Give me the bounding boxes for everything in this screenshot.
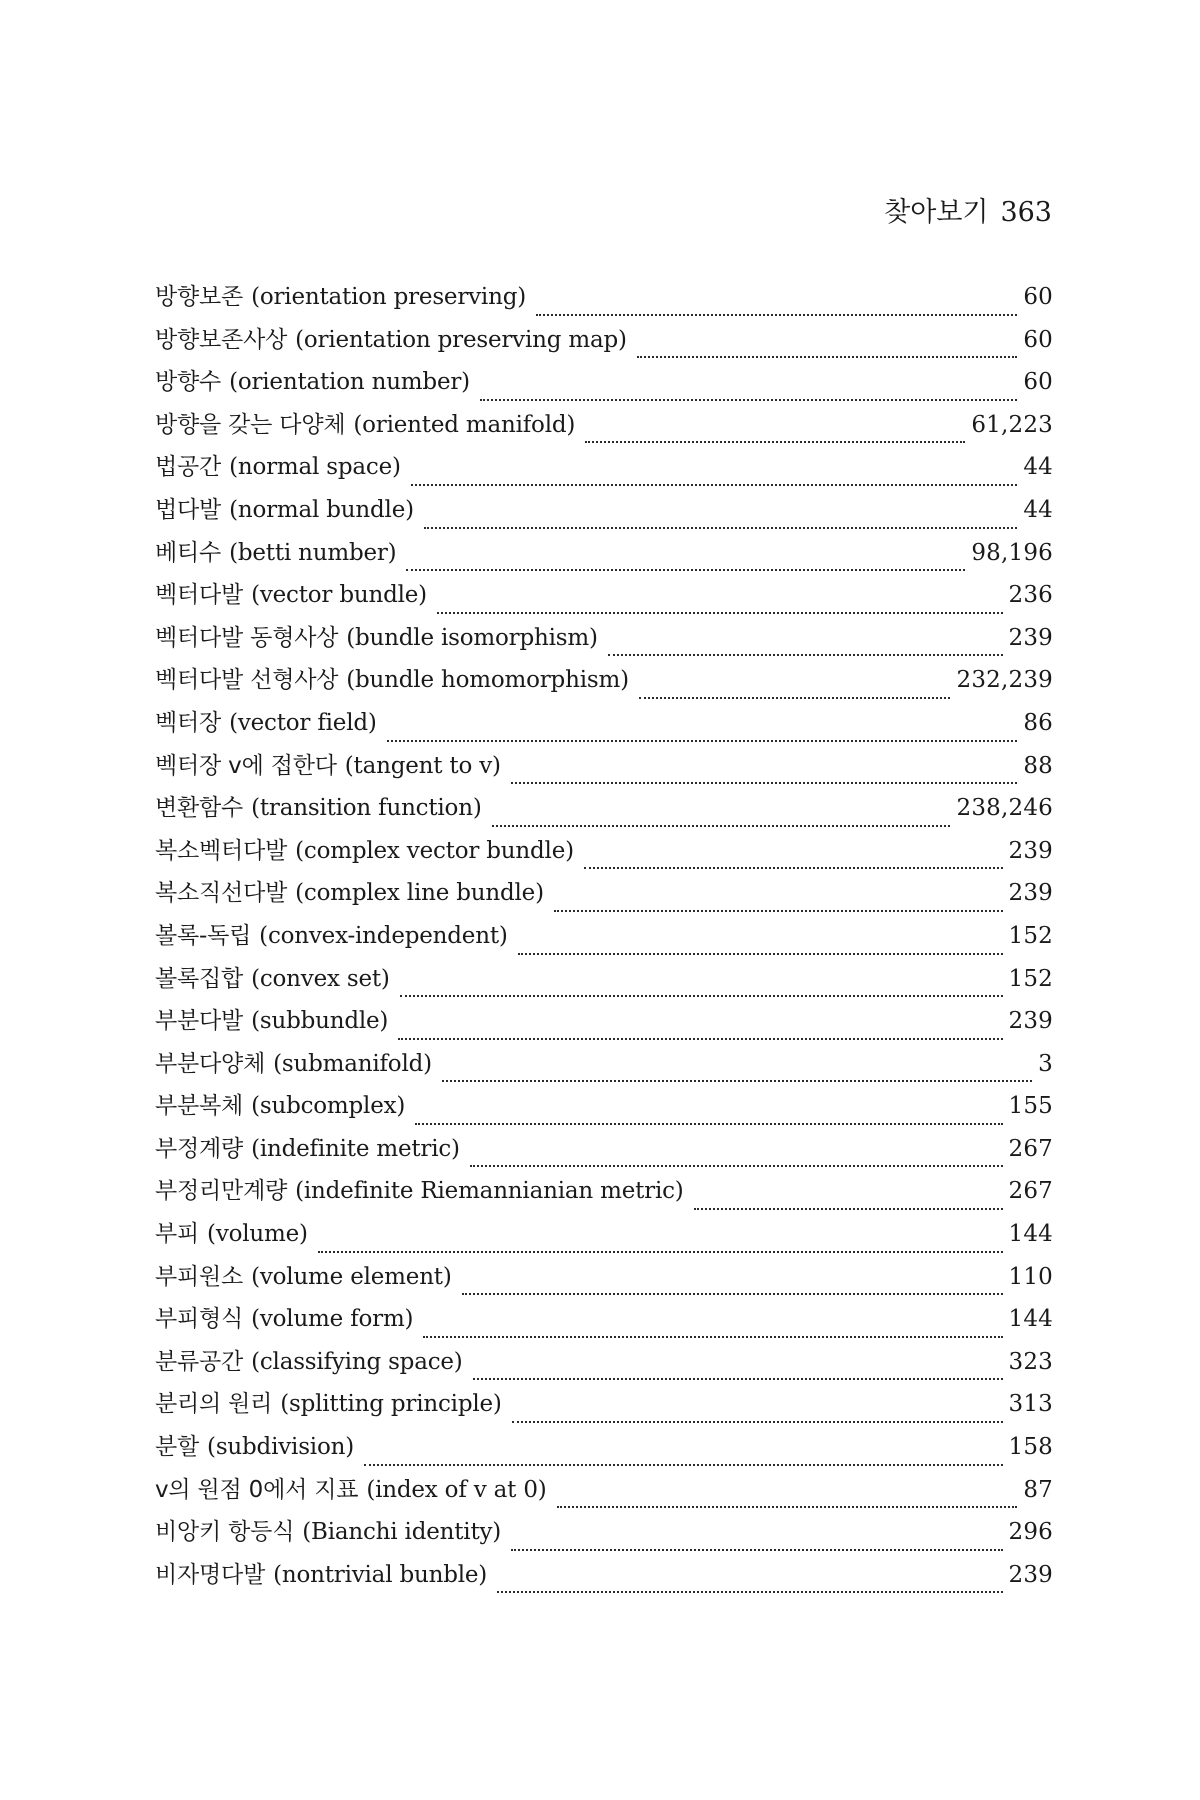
dot-leader [400, 986, 1003, 997]
index-entry-english: (oriented manifold) [353, 411, 576, 438]
index-entry-english: (normal bundle) [229, 496, 414, 523]
index-entry-korean: 부피형식 [155, 1306, 244, 1333]
dot-leader [470, 1156, 1003, 1167]
index-entry-english: (bundle homomorphism) [346, 667, 629, 694]
dot-leader [637, 347, 1018, 358]
index-entry-english: (classifying space) [251, 1348, 463, 1375]
index-entry-pages: 239 [1008, 1008, 1053, 1035]
index-entry-term [155, 452, 401, 482]
dot-leader [364, 1455, 1003, 1466]
dot-leader [511, 773, 1018, 784]
index-entry-term [155, 836, 574, 866]
index-entry-pages: 232,239 [956, 667, 1053, 694]
index-entry-pages: 296 [1008, 1519, 1053, 1546]
index-entry [155, 665, 1053, 708]
index-entry-term [155, 921, 508, 951]
index-entry-english: (complex line bundle) [295, 880, 544, 907]
index-entry [155, 410, 1053, 453]
dot-leader [585, 432, 965, 443]
index-entry-korean: 방향수 [155, 369, 222, 396]
index-entry [155, 1219, 1053, 1262]
dot-leader [387, 731, 1018, 742]
dot-leader [415, 1114, 1002, 1125]
index-entry-pages: 61,223 [971, 411, 1053, 438]
index-entry-pages: 152 [1008, 922, 1053, 949]
index-entry-term [155, 1006, 388, 1036]
index-entry-korean: 베티수 [155, 539, 222, 566]
index-entry-term [155, 964, 390, 994]
dot-leader [511, 1540, 1002, 1551]
index-entry-pages: 60 [1023, 284, 1053, 310]
index-entry [155, 538, 1053, 581]
index-entry-korean: 부정리만계량 [155, 1178, 288, 1205]
dot-leader [512, 1412, 1003, 1423]
index-entry [155, 282, 1053, 325]
index-entry-korean: 방향보존 [155, 284, 244, 310]
index-entry-english: (submanifold) [273, 1050, 432, 1077]
index-entry-term [155, 1432, 354, 1462]
dot-leader [411, 475, 1018, 486]
index-entry-korean: 볼록집합 [155, 965, 244, 992]
index-list [155, 282, 1053, 1602]
index-entry-korean: 법공간 [155, 454, 222, 481]
index-entry-pages: 313 [1008, 1391, 1053, 1418]
dot-leader [497, 1582, 1002, 1593]
index-entry-pages: 110 [1008, 1263, 1053, 1290]
dot-leader [608, 645, 1003, 656]
index-entry-korean: 법다발 [155, 496, 222, 523]
index-entry-korean: 부분다발 [155, 1008, 244, 1035]
index-entry-pages: 3 [1038, 1050, 1053, 1077]
index-entry-term [155, 665, 629, 695]
index-entry [155, 623, 1053, 666]
index-entry-korean: 부분복체 [155, 1093, 244, 1120]
index-entry-term [155, 282, 526, 312]
index-entry-korean: v의 원점 0에서 지표 [155, 1476, 359, 1503]
index-entry-english: (Bianchi identity) [302, 1519, 502, 1546]
index-entry [155, 1389, 1053, 1432]
index-entry-korean: 벡터다발 선형사상 [155, 667, 339, 694]
index-entry-term [155, 1475, 547, 1505]
index-entry-pages: 44 [1023, 454, 1053, 481]
index-entry-pages: 239 [1008, 1561, 1053, 1588]
index-entry-korean: 볼록-독립 [155, 922, 252, 949]
dot-leader [536, 305, 1017, 316]
index-entry-korean: 부피원소 [155, 1263, 244, 1290]
dot-leader [424, 518, 1017, 529]
index-entry-term [155, 410, 575, 440]
index-entry-korean: 변환함수 [155, 795, 244, 822]
dot-leader [437, 603, 1003, 614]
index-entry-term [155, 1262, 452, 1292]
index-entry-term [155, 1091, 405, 1121]
index-entry [155, 878, 1053, 921]
index-entry-english: (complex vector bundle) [295, 837, 574, 864]
index-entry-term [155, 1176, 684, 1206]
dot-leader [584, 858, 1003, 869]
index-entry [155, 751, 1053, 794]
index-entry-korean: 방향을 갖는 다양체 [155, 411, 346, 438]
index-entry-pages: 152 [1008, 965, 1053, 992]
index-entry [155, 1432, 1053, 1475]
index-entry-english: (convex set) [251, 965, 390, 992]
dot-leader [518, 944, 1003, 955]
dot-leader [473, 1369, 1003, 1380]
index-entry-term [155, 495, 414, 525]
index-entry-term [155, 623, 598, 653]
index-entry-term [155, 1219, 308, 1249]
index-entry-korean: 분리의 원리 [155, 1391, 273, 1418]
index-entry [155, 708, 1053, 751]
dot-leader [554, 901, 1003, 912]
index-entry-english: (orientation number) [229, 369, 470, 396]
dot-leader [694, 1199, 1003, 1210]
index-entry [155, 452, 1053, 495]
index-entry-english: (normal space) [229, 454, 401, 481]
index-entry-english: (convex-independent) [259, 922, 508, 949]
index-entry [155, 1347, 1053, 1390]
index-entry-pages: 267 [1008, 1135, 1053, 1162]
running-head [884, 196, 1052, 230]
index-entry-pages: 155 [1008, 1093, 1053, 1120]
index-entry [155, 325, 1053, 368]
index-entry-pages: 267 [1008, 1178, 1053, 1205]
index-entry-pages: 144 [1008, 1221, 1053, 1248]
index-entry [155, 793, 1053, 836]
index-entry-korean: 부피 [155, 1221, 200, 1248]
index-entry-term [155, 1389, 502, 1419]
dot-leader [492, 816, 951, 827]
index-entry-english: (subbundle) [251, 1008, 389, 1035]
index-entry-korean: 비자명다발 [155, 1561, 266, 1588]
index-entry-pages: 158 [1008, 1434, 1053, 1461]
index-entry [155, 580, 1053, 623]
index-entry-english: (orientation preserving map) [295, 326, 627, 353]
index-entry [155, 1176, 1053, 1219]
index-entry-english: (nontrivial bunble) [273, 1561, 488, 1588]
index-entry [155, 1006, 1053, 1049]
index-entry-english: (vector bundle) [251, 582, 427, 609]
dot-leader [480, 390, 1017, 401]
index-entry-english: (bundle isomorphism) [346, 624, 598, 651]
dot-leader [318, 1242, 1003, 1253]
dot-leader [639, 688, 951, 699]
index-entry-korean: 벡터장 [155, 709, 222, 736]
section-title: 찾아보기 [884, 197, 989, 228]
index-entry [155, 1091, 1053, 1134]
index-entry-term [155, 751, 501, 781]
index-entry-pages: 86 [1023, 709, 1053, 736]
dot-leader [406, 560, 965, 571]
index-entry-korean: 비앙키 항등식 [155, 1519, 295, 1546]
index-entry-korean: 벡터다발 [155, 582, 244, 609]
index-entry-term [155, 325, 627, 355]
index-entry-pages: 44 [1023, 496, 1053, 523]
index-entry-term [155, 1347, 463, 1377]
index-entry [155, 1134, 1053, 1177]
index-entry-english: (subdivision) [207, 1434, 354, 1461]
index-entry-english: (indefinite Riemannianian metric) [295, 1178, 684, 1205]
index-entry [155, 1517, 1053, 1560]
index-entry-pages: 87 [1023, 1476, 1053, 1503]
index-entry-english: (volume form) [251, 1306, 414, 1333]
index-entry-pages: 323 [1008, 1348, 1053, 1375]
index-entry-english: (betti number) [229, 539, 397, 566]
index-entry-pages: 238,246 [956, 795, 1053, 822]
index-entry-english: (orientation preserving) [251, 284, 526, 310]
index-entry-english: (index of v at 0) [366, 1476, 547, 1503]
index-entry-term [155, 1304, 413, 1334]
index-entry-term [155, 367, 470, 397]
index-entry-term [155, 538, 396, 568]
index-entry-korean: 벡터다발 동형사상 [155, 624, 339, 651]
index-entry-pages: 239 [1008, 837, 1053, 864]
index-entry [155, 1560, 1053, 1603]
index-entry-pages: 236 [1008, 582, 1053, 609]
index-entry-pages: 144 [1008, 1306, 1053, 1333]
index-entry-pages: 239 [1008, 880, 1053, 907]
index-entry-korean: 방향보존사상 [155, 326, 288, 353]
dot-leader [557, 1497, 1018, 1508]
dot-leader [442, 1071, 1032, 1082]
index-entry-term [155, 1517, 501, 1547]
index-entry-english: (indefinite metric) [251, 1135, 460, 1162]
index-entry [155, 367, 1053, 410]
index-entry [155, 836, 1053, 879]
index-entry-pages: 98,196 [971, 539, 1053, 566]
index-entry-english: (subcomplex) [251, 1093, 406, 1120]
index-entry-term [155, 580, 427, 610]
index-entry [155, 921, 1053, 964]
index-entry-term [155, 1049, 432, 1079]
index-entry-english: (tangent to v) [344, 752, 501, 779]
dot-leader [462, 1284, 1003, 1295]
index-entry-english: (volume) [207, 1221, 308, 1248]
index-entry [155, 964, 1053, 1007]
index-entry-pages: 60 [1023, 326, 1053, 353]
index-entry [155, 1475, 1053, 1518]
index-entry-english: (transition function) [251, 795, 482, 822]
index-entry-korean: 분할 [155, 1434, 200, 1461]
index-entry-korean: 복소직선다발 [155, 880, 288, 907]
index-entry [155, 1049, 1053, 1092]
index-entry-term [155, 1560, 487, 1590]
index-entry-term [155, 1134, 460, 1164]
index-entry-korean: 분류공간 [155, 1348, 244, 1375]
index-entry [155, 1262, 1053, 1305]
index-entry-english: (volume element) [251, 1263, 452, 1290]
dot-leader [423, 1327, 1002, 1338]
index-entry-term [155, 878, 544, 908]
index-entry-korean: 벡터장 v에 접한다 [155, 752, 337, 779]
index-entry-pages: 60 [1023, 369, 1053, 396]
index-entry-term [155, 793, 482, 823]
index-entry-term [155, 708, 377, 738]
index-entry [155, 495, 1053, 538]
page-number: 363 [1000, 197, 1052, 228]
index-entry-pages: 88 [1023, 752, 1053, 779]
index-entry-english: (vector field) [229, 709, 377, 736]
index-entry-korean: 복소벡터다발 [155, 837, 288, 864]
index-entry [155, 1304, 1053, 1347]
index-entry-korean: 부분다양체 [155, 1050, 266, 1077]
index-entry-pages: 239 [1008, 624, 1053, 651]
index-entry-english: (splitting principle) [280, 1391, 502, 1418]
dot-leader [398, 1029, 1002, 1040]
index-entry-korean: 부정계량 [155, 1135, 244, 1162]
